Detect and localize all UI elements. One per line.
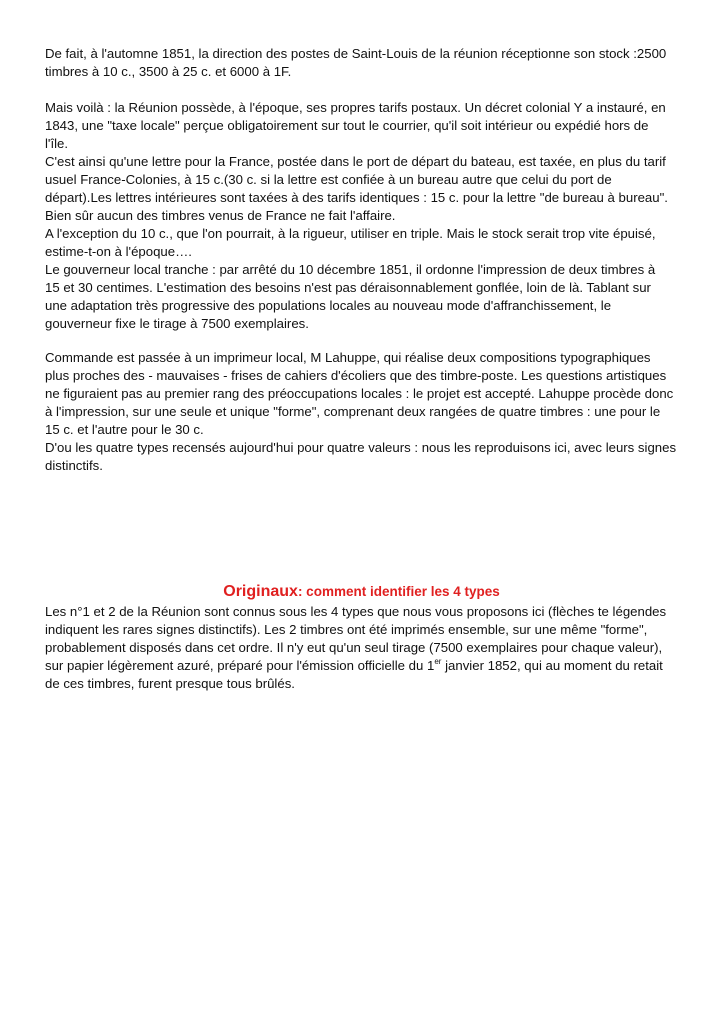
- text-line: ne figuraient pas au premier rang des préoccupations locales : le projet est accepté. Lahuppe procède donc: [45, 386, 674, 401]
- heading-subtitle: : comment identifier les 4 types: [297, 584, 500, 599]
- text-line-start: sur papier légèrement azuré, préparé pour l'émission officielle du 1: [45, 658, 435, 673]
- text-line: 15 et 30 centimes. L'estimation des besoins n'est pas déraisonnablement gonflée, loin de là. Tablant sur: [45, 280, 651, 295]
- text-line: Commande est passée à un imprimeur local, M Lahuppe, qui réalise deux compositions typographiques: [45, 350, 651, 365]
- text-line: Mais voilà : la Réunion possède, à l'époque, ses propres tarifs postaux. Un décret colonial Y a instauré, en: [45, 100, 666, 115]
- text-line: D'ou les quatre types recensés aujourd'hui pour quatre valeurs : nous les reproduisons ici, avec leurs signes: [45, 440, 677, 455]
- text-line: A l'exception du 10 c., que l'on pourrait, à la rigueur, utiliser en triple. Mais le stock serait trop vite épuisé,: [45, 226, 656, 241]
- text-line: 15 c. et l'autre pour le 30 c.: [45, 422, 204, 437]
- superscript-er: er: [434, 657, 442, 666]
- text-line: estime-t-on à l'époque….: [45, 244, 192, 259]
- text-line: Les n°1 et 2 de la Réunion sont connus sous les 4 types que nous vous proposons ici (flèches te légendes: [45, 604, 667, 619]
- text-line: 1843, une "taxe locale" perçue obligatoirement sur tout le courrier, qu'il soit intérieur ou expédié hors de: [45, 118, 649, 133]
- text-line: gouverneur fixe le tirage à 7500 exemplaires.: [45, 316, 309, 331]
- text-line: à l'impression, sur une seule et unique "forme", comprenant deux rangées de quatre timbres : une pour le: [45, 404, 661, 419]
- text-line: usuel France-Colonies, à 15 c.(30 c. si la lettre est confiée à un bureau autre que celui du port de: [45, 172, 612, 187]
- paragraph-stock-reception: [45, 45, 685, 81]
- text-line: plus proches des - mauvaises - frises de cahiers d'écoliers que des timbre-poste. Les questions artistiques: [45, 368, 667, 383]
- paragraph-local-tariffs: [45, 99, 685, 333]
- text-line: l'île.: [45, 136, 69, 151]
- text-line: Bien sûr aucun des timbres venus de France ne fait l'affaire.: [45, 208, 396, 223]
- text-line: [45, 657, 685, 675]
- text-line: De fait, à l'automne 1851, la direction des postes de Saint-Louis de la réunion réceptionne son stock :2500: [45, 46, 667, 61]
- text-line: probablement disposés dans cet ordre. Il n'y eut qu'un seul tirage (7500 exemplaires pour chaque valeur),: [45, 640, 663, 655]
- section-heading: [0, 582, 723, 602]
- paragraph-originals-types: [45, 603, 685, 693]
- text-line: une adaptation très progressive des populations locales au nouveau mode d'affranchissement, le: [45, 298, 612, 313]
- text-line: indiquent les rares signes distinctifs). Les 2 timbres ont été imprimés ensemble, sur une même "forme",: [45, 622, 648, 637]
- text-line: départ).Les lettres intérieures sont taxées à des tarifs identiques : 15 c. pour la lettre "de bureau à bureau".: [45, 190, 668, 205]
- text-line: de ces timbres, furent presque tous brûlés.: [45, 676, 295, 691]
- text-line: distinctifs.: [45, 458, 103, 473]
- text-line: timbres à 10 c., 3500 à 25 c. et 6000 à 1F.: [45, 64, 292, 79]
- heading-main: Originaux: [223, 583, 298, 600]
- paragraph-printer-lahuppe: [45, 349, 685, 475]
- text-line-end: janvier 1852, qui au moment du retait: [441, 658, 663, 673]
- text-line: Le gouverneur local tranche : par arrêté du 10 décembre 1851, il ordonne l'impression de deux timbres à: [45, 262, 656, 277]
- text-line: C'est ainsi qu'une lettre pour la France, postée dans le port de départ du bateau, est taxée, en plus du tarif: [45, 154, 666, 169]
